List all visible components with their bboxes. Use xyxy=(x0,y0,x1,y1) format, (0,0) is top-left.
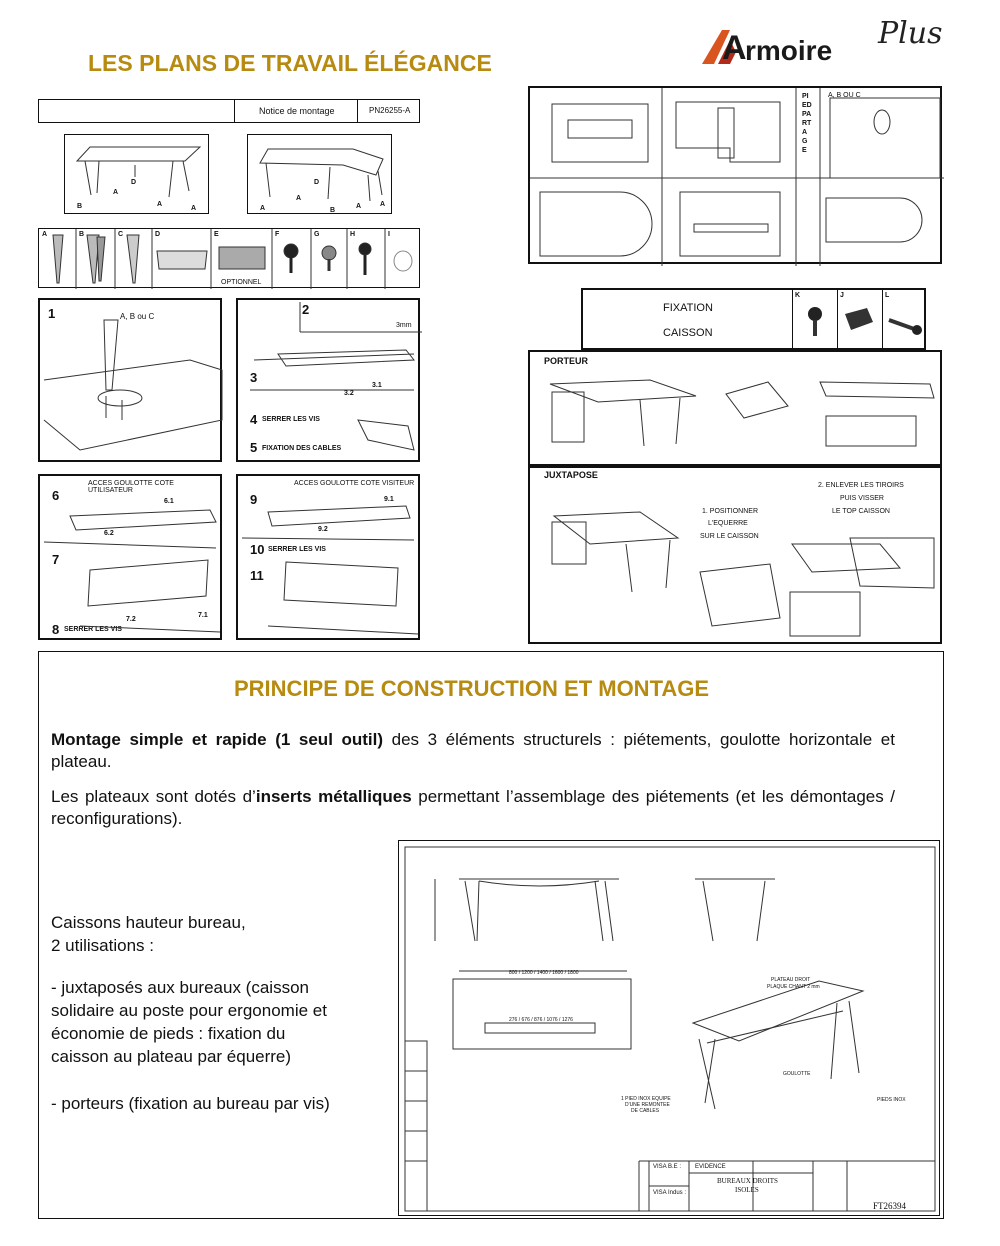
fixation-strip: FIXATION CAISSON K J L xyxy=(581,288,926,350)
juxtapose-panel: JUXTAPOSE 1. POSITIONNER L'EQUERRE SUR LE CAISSON 2. ENLEVER LES TIROIRS PUIS VISSER LE TOP CAISSON xyxy=(528,466,942,644)
step-9-11-panel: ACCES GOULOTTE COTE VISITEUR 9 9.1 9.2 10 SERRER LES VIS 11 xyxy=(236,474,420,640)
parts-strip xyxy=(38,228,420,288)
logo-accent: Plus xyxy=(878,16,943,51)
desk-straight-figure: D A B A A xyxy=(64,134,209,214)
fixation-label-1: FIXATION xyxy=(663,302,713,314)
notice-label: Notice de montage xyxy=(259,106,335,116)
technical-drawing: 800 / 1200 / 1400 / 1600 / 1800 276 / 676 / 876 / 1076 / 1276 PLATEAU DROIT PLAQUE CHANT 2 mm GOULOTTE PIEDS INOX 1 PIED INOX EQUIPE D'UNE REMONTEE DE CABLES VISA B.E : VISA Indus : EVIDENCE BUREAUX DROITS ISOLES FT26394 xyxy=(398,840,940,1216)
part-letter-f: F xyxy=(275,231,280,238)
desk-corner-figure: D A A B A A xyxy=(247,134,392,214)
step-1-panel: 1 A, B ou C xyxy=(38,298,222,462)
drawing-ref: FT26394 xyxy=(873,1201,907,1211)
fixation-label-2: CAISSON xyxy=(663,327,713,339)
juxtaposes-text: - juxtaposés aux bureaux (caisson solidaire au poste pour ergonomie et économie de pieds : fixation du caisson au plateau par équerre) xyxy=(51,978,327,1066)
logo-initial: A xyxy=(722,29,747,67)
caissons-text: Caissons hauteur bureau, 2 utilisations : xyxy=(51,913,246,955)
pied-partage-label: PIED PARTAGE xyxy=(802,93,812,154)
principe-paragraph-1: Montage simple et rapide (1 seul outil) des 3 éléments structurels : piétements, goulotte horizontale et plateau. xyxy=(51,730,895,771)
part-letter-a: A xyxy=(42,231,48,238)
juxtapose-title: JUXTAPOSE xyxy=(544,470,598,480)
porteurs-text: - porteurs (fixation au bureau par vis) xyxy=(51,1094,330,1113)
part-letter-d: D xyxy=(155,231,161,238)
step-6-8-panel: ACCES GOULOTTE COTE UTILISATEUR 6 6.1 6.2 7 7.1 7.2 8 SERRER LES VIS xyxy=(38,474,222,640)
brand-logo xyxy=(700,14,990,74)
step-2-5-panel: 2 3mm 3 3.1 3.2 4 SERRER LES VIS 5 FIXATION DES CABLES xyxy=(236,298,420,462)
porteur-title: PORTEUR xyxy=(544,356,589,366)
part-letter-c: C xyxy=(118,231,124,238)
part-letter-h: H xyxy=(350,231,356,238)
notice-strip xyxy=(38,99,420,123)
top-view-grid: PIED PARTAGE A, B OU C xyxy=(528,86,942,264)
optional-label: OPTIONNEL xyxy=(221,279,262,286)
part-letter-e: E xyxy=(214,231,219,238)
part-letter-g: G xyxy=(314,231,320,238)
principe-paragraph-2: Les plateaux sont dotés d’inserts métalliques permettant l’assemblage des piétements (et les démontages / reconfigurations). xyxy=(51,787,895,828)
porteur-panel xyxy=(528,350,942,466)
part-letter-b: B xyxy=(79,231,85,238)
notice-ref: PN26255-A xyxy=(369,106,411,115)
principe-title: PRINCIPE DE CONSTRUCTION ET MONTAGE xyxy=(234,676,710,701)
part-letter-i: I xyxy=(388,231,390,238)
page-title: LES PLANS DE TRAVAIL ÉLÉGANCE xyxy=(88,50,492,76)
logo-text: rmoire xyxy=(745,35,833,66)
